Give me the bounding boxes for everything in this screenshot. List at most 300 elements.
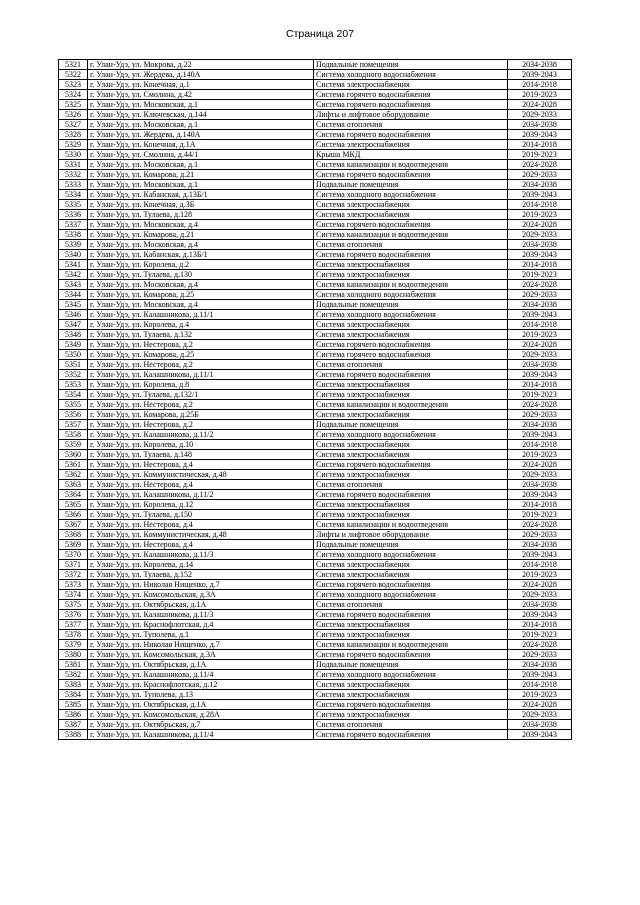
address-cell: г. Улан-Удэ, ул. Калашникова, д.11/1 <box>88 370 314 380</box>
system-cell: Система электроснабжения <box>314 270 508 280</box>
system-cell: Система холодного водоснабжения <box>314 310 508 320</box>
address-cell: г. Улан-Удэ, ул. Жердева, д.140А <box>88 130 314 140</box>
address-cell: г. Улан-Удэ, ул. Комарова, д.25 <box>88 350 314 360</box>
address-cell: г. Улан-Удэ, ул. Нестерова, д.2 <box>88 340 314 350</box>
table-row <box>59 610 572 620</box>
address-cell: г. Улан-Удэ, ул. Нестерова, д.2 <box>88 360 314 370</box>
period-cell: 2039-2043 <box>508 310 572 320</box>
period-cell: 2024-2028 <box>508 640 572 650</box>
period-cell: 2039-2043 <box>508 670 572 680</box>
period-cell: 2014-2018 <box>508 560 572 570</box>
period-cell: 2024-2028 <box>508 280 572 290</box>
system-cell: Система электроснабжения <box>314 450 508 460</box>
table-row <box>59 540 572 550</box>
row-number: 5379 <box>59 640 88 650</box>
table-row <box>59 150 572 160</box>
address-cell: г. Улан-Удэ, ул. Краснофлотская, д.12 <box>88 680 314 690</box>
period-cell: 2034-2038 <box>508 180 572 190</box>
row-number: 5362 <box>59 470 88 480</box>
row-number: 5388 <box>59 730 88 740</box>
system-cell: Система электроснабжения <box>314 390 508 400</box>
table-row <box>59 520 572 530</box>
table-row <box>59 260 572 270</box>
table-row <box>59 330 572 340</box>
period-cell: 2024-2028 <box>508 460 572 470</box>
period-cell: 2029-2033 <box>508 650 572 660</box>
row-number: 5369 <box>59 540 88 550</box>
period-cell: 2034-2038 <box>508 300 572 310</box>
row-number: 5383 <box>59 680 88 690</box>
table-row <box>59 660 572 670</box>
table-row <box>59 460 572 470</box>
row-number: 5347 <box>59 320 88 330</box>
address-cell: г. Улан-Удэ, ул. Конечная, д.3Б <box>88 200 314 210</box>
table-row <box>59 60 572 70</box>
address-cell: г. Улан-Удэ, ул. Комарова, д.21 <box>88 230 314 240</box>
period-cell: 2014-2018 <box>508 200 572 210</box>
system-cell: Система горячего водоснабжения <box>314 100 508 110</box>
system-cell: Система горячего водоснабжения <box>314 490 508 500</box>
registry-table-body <box>59 60 572 740</box>
address-cell: г. Улан-Удэ, ул. Туполева, д.13 <box>88 690 314 700</box>
system-cell: Система электроснабжения <box>314 510 508 520</box>
system-cell: Система канализации и водоотведения <box>314 280 508 290</box>
system-cell: Система электроснабжения <box>314 80 508 90</box>
period-cell: 2029-2033 <box>508 170 572 180</box>
address-cell: г. Улан-Удэ, ул. Московская, д.4 <box>88 300 314 310</box>
system-cell: Система электроснабжения <box>314 260 508 270</box>
period-cell: 2029-2033 <box>508 290 572 300</box>
address-cell: г. Улан-Удэ, ул. Мокрова, д.22 <box>88 60 314 70</box>
address-cell: г. Улан-Удэ, ул. Нестерова, д.4 <box>88 520 314 530</box>
row-number: 5341 <box>59 260 88 270</box>
period-cell: 2034-2038 <box>508 60 572 70</box>
system-cell: Система холодного водоснабжения <box>314 590 508 600</box>
row-number: 5330 <box>59 150 88 160</box>
table-row <box>59 230 572 240</box>
table-row <box>59 190 572 200</box>
address-cell: г. Улан-Удэ, ул. Нестерова, д.2 <box>88 400 314 410</box>
address-cell: г. Улан-Удэ, ул. Коммунистическая, д.48 <box>88 530 314 540</box>
system-cell: Система канализации и водоотведения <box>314 520 508 530</box>
table-row <box>59 410 572 420</box>
address-cell: г. Улан-Удэ, ул. Калашникова, д.11/4 <box>88 670 314 680</box>
row-number: 5354 <box>59 390 88 400</box>
system-cell: Система отопления <box>314 120 508 130</box>
system-cell: Система электроснабжения <box>314 690 508 700</box>
system-cell: Система холодного водоснабжения <box>314 190 508 200</box>
system-cell: Система отопления <box>314 240 508 250</box>
row-number: 5321 <box>59 60 88 70</box>
period-cell: 2014-2018 <box>508 80 572 90</box>
system-cell: Система горячего водоснабжения <box>314 90 508 100</box>
row-number: 5335 <box>59 200 88 210</box>
table-row <box>59 200 572 210</box>
period-cell: 2019-2023 <box>508 210 572 220</box>
address-cell: г. Улан-Удэ, ул. Ключевская, д.144 <box>88 110 314 120</box>
period-cell: 2029-2033 <box>508 410 572 420</box>
table-row <box>59 310 572 320</box>
table-row <box>59 160 572 170</box>
row-number: 5360 <box>59 450 88 460</box>
row-number: 5346 <box>59 310 88 320</box>
row-number: 5374 <box>59 590 88 600</box>
system-cell: Система отопления <box>314 480 508 490</box>
row-number: 5340 <box>59 250 88 260</box>
row-number: 5365 <box>59 500 88 510</box>
table-row <box>59 730 572 740</box>
period-cell: 2029-2033 <box>508 110 572 120</box>
address-cell: г. Улан-Удэ, ул. Московская, д.4 <box>88 280 314 290</box>
period-cell: 2034-2038 <box>508 600 572 610</box>
table-row <box>59 180 572 190</box>
period-cell: 2014-2018 <box>508 620 572 630</box>
period-cell: 2039-2043 <box>508 610 572 620</box>
address-cell: г. Улан-Удэ, ул. Краснофлотская, д.4 <box>88 620 314 630</box>
address-cell: г. Улан-Удэ, ул. Московская, д.1 <box>88 120 314 130</box>
row-number: 5348 <box>59 330 88 340</box>
period-cell: 2024-2028 <box>508 220 572 230</box>
period-cell: 2019-2023 <box>508 690 572 700</box>
table-row <box>59 550 572 560</box>
system-cell: Система электроснабжения <box>314 500 508 510</box>
row-number: 5356 <box>59 410 88 420</box>
row-number: 5342 <box>59 270 88 280</box>
address-cell: г. Улан-Удэ, ул. Королева, д.10 <box>88 440 314 450</box>
table-row <box>59 370 572 380</box>
address-cell: г. Улан-Удэ, ул. Тулаева, д.152 <box>88 570 314 580</box>
period-cell: 2029-2033 <box>508 590 572 600</box>
system-cell: Система горячего водоснабжения <box>314 350 508 360</box>
period-cell: 2024-2028 <box>508 340 572 350</box>
period-cell: 2019-2023 <box>508 390 572 400</box>
system-cell: Система электроснабжения <box>314 630 508 640</box>
system-cell: Система горячего водоснабжения <box>314 460 508 470</box>
period-cell: 2039-2043 <box>508 130 572 140</box>
table-row <box>59 380 572 390</box>
table-row <box>59 450 572 460</box>
row-number: 5381 <box>59 660 88 670</box>
row-number: 5329 <box>59 140 88 150</box>
row-number: 5323 <box>59 80 88 90</box>
period-cell: 2034-2038 <box>508 660 572 670</box>
system-cell: Подвальные помещения <box>314 660 508 670</box>
address-cell: г. Улан-Удэ, ул. Комсомольская, д.3А <box>88 590 314 600</box>
row-number: 5353 <box>59 380 88 390</box>
row-number: 5338 <box>59 230 88 240</box>
table-row <box>59 700 572 710</box>
system-cell: Система электроснабжения <box>314 200 508 210</box>
table-row <box>59 720 572 730</box>
system-cell: Подвальные помещения <box>314 420 508 430</box>
address-cell: г. Улан-Удэ, ул. Конечная, д.1 <box>88 80 314 90</box>
table-row <box>59 430 572 440</box>
address-cell: г. Улан-Удэ, ул. Туполева, д.1 <box>88 630 314 640</box>
period-cell: 2014-2018 <box>508 320 572 330</box>
row-number: 5339 <box>59 240 88 250</box>
period-cell: 2029-2033 <box>508 230 572 240</box>
table-row <box>59 130 572 140</box>
system-cell: Система электроснабжения <box>314 560 508 570</box>
table-row <box>59 670 572 680</box>
system-cell: Система горячего водоснабжения <box>314 650 508 660</box>
period-cell: 2019-2023 <box>508 150 572 160</box>
row-number: 5336 <box>59 210 88 220</box>
row-number: 5327 <box>59 120 88 130</box>
system-cell: Система электроснабжения <box>314 710 508 720</box>
row-number: 5343 <box>59 280 88 290</box>
system-cell: Система электроснабжения <box>314 620 508 630</box>
address-cell: г. Улан-Удэ, ул. Тулаева, д.130 <box>88 270 314 280</box>
table-row <box>59 360 572 370</box>
row-number: 5380 <box>59 650 88 660</box>
period-cell: 2034-2038 <box>508 720 572 730</box>
period-cell: 2029-2033 <box>508 350 572 360</box>
address-cell: г. Улан-Удэ, ул. Октябрьская, д.7 <box>88 720 314 730</box>
address-cell: г. Улан-Удэ, ул. Кабанская, д.13Б/1 <box>88 250 314 260</box>
address-cell: г. Улан-Удэ, ул. Московская, д.4 <box>88 220 314 230</box>
row-number: 5376 <box>59 610 88 620</box>
row-number: 5373 <box>59 580 88 590</box>
address-cell: г. Улан-Удэ, ул. Королева, д.4 <box>88 320 314 330</box>
period-cell: 2019-2023 <box>508 450 572 460</box>
row-number: 5344 <box>59 290 88 300</box>
address-cell: г. Улан-Удэ, ул. Калашникова, д.11/3 <box>88 550 314 560</box>
row-number: 5328 <box>59 130 88 140</box>
table-row <box>59 320 572 330</box>
row-number: 5325 <box>59 100 88 110</box>
system-cell: Система горячего водоснабжения <box>314 610 508 620</box>
row-number: 5363 <box>59 480 88 490</box>
system-cell: Подвальные помещения <box>314 300 508 310</box>
table-row <box>59 480 572 490</box>
address-cell: г. Улан-Удэ, ул. Николая Нищенко, д.7 <box>88 640 314 650</box>
system-cell: Система канализации и водоотведения <box>314 230 508 240</box>
row-number: 5322 <box>59 70 88 80</box>
row-number: 5350 <box>59 350 88 360</box>
system-cell: Система горячего водоснабжения <box>314 250 508 260</box>
period-cell: 2039-2043 <box>508 490 572 500</box>
address-cell: г. Улан-Удэ, ул. Московская, д.1 <box>88 180 314 190</box>
table-row <box>59 570 572 580</box>
period-cell: 2019-2023 <box>508 570 572 580</box>
table-row <box>59 530 572 540</box>
table-row <box>59 140 572 150</box>
address-cell: г. Улан-Удэ, ул. Тулаева, д.132/1 <box>88 390 314 400</box>
period-cell: 2024-2028 <box>508 700 572 710</box>
system-cell: Система горячего водоснабжения <box>314 700 508 710</box>
row-number: 5355 <box>59 400 88 410</box>
system-cell: Подвальные помещения <box>314 180 508 190</box>
table-row <box>59 680 572 690</box>
system-cell: Лифты и лифтовое оборудование <box>314 110 508 120</box>
period-cell: 2024-2028 <box>508 520 572 530</box>
address-cell: г. Улан-Удэ, ул. Королева, д.14 <box>88 560 314 570</box>
period-cell: 2024-2028 <box>508 160 572 170</box>
row-number: 5324 <box>59 90 88 100</box>
system-cell: Система холодного водоснабжения <box>314 670 508 680</box>
period-cell: 2039-2043 <box>508 430 572 440</box>
row-number: 5377 <box>59 620 88 630</box>
table-row <box>59 510 572 520</box>
address-cell: г. Улан-Удэ, ул. Конечная, д.1А <box>88 140 314 150</box>
row-number: 5326 <box>59 110 88 120</box>
period-cell: 2039-2043 <box>508 550 572 560</box>
period-cell: 2034-2038 <box>508 240 572 250</box>
row-number: 5386 <box>59 710 88 720</box>
address-cell: г. Улан-Удэ, ул. Нестерова, д.2 <box>88 420 314 430</box>
table-row <box>59 580 572 590</box>
table-row <box>59 290 572 300</box>
row-number: 5345 <box>59 300 88 310</box>
address-cell: г. Улан-Удэ, ул. Тулаева, д.128 <box>88 210 314 220</box>
system-cell: Система холодного водоснабжения <box>314 290 508 300</box>
table-row <box>59 210 572 220</box>
system-cell: Система отопления <box>314 600 508 610</box>
period-cell: 2029-2033 <box>508 710 572 720</box>
period-cell: 2019-2023 <box>508 270 572 280</box>
table-row <box>59 420 572 430</box>
period-cell: 2014-2018 <box>508 680 572 690</box>
table-row <box>59 270 572 280</box>
row-number: 5387 <box>59 720 88 730</box>
system-cell: Система горячего водоснабжения <box>314 580 508 590</box>
table-row <box>59 600 572 610</box>
address-cell: г. Улан-Удэ, ул. Комсомольская, д.3А <box>88 650 314 660</box>
system-cell: Система электроснабжения <box>314 410 508 420</box>
table-row <box>59 220 572 230</box>
row-number: 5331 <box>59 160 88 170</box>
row-number: 5378 <box>59 630 88 640</box>
address-cell: г. Улан-Удэ, ул. Комарова, д.21 <box>88 170 314 180</box>
period-cell: 2019-2023 <box>508 630 572 640</box>
row-number: 5358 <box>59 430 88 440</box>
period-cell: 2014-2018 <box>508 500 572 510</box>
table-row <box>59 400 572 410</box>
system-cell: Система отопления <box>314 720 508 730</box>
address-cell: г. Улан-Удэ, ул. Октябрьская, д.1А <box>88 700 314 710</box>
system-cell: Система канализации и водоотведения <box>314 400 508 410</box>
row-number: 5361 <box>59 460 88 470</box>
row-number: 5337 <box>59 220 88 230</box>
system-cell: Система холодного водоснабжения <box>314 430 508 440</box>
row-number: 5370 <box>59 550 88 560</box>
period-cell: 2034-2038 <box>508 120 572 130</box>
table-row <box>59 560 572 570</box>
address-cell: г. Улан-Удэ, ул. Нестерова, д.4 <box>88 540 314 550</box>
period-cell: 2019-2023 <box>508 90 572 100</box>
system-cell: Лифты и лифтовое оборудование <box>314 530 508 540</box>
period-cell: 2034-2038 <box>508 420 572 430</box>
row-number: 5364 <box>59 490 88 500</box>
table-row <box>59 120 572 130</box>
period-cell: 2024-2028 <box>508 580 572 590</box>
row-number: 5368 <box>59 530 88 540</box>
row-number: 5349 <box>59 340 88 350</box>
address-cell: г. Улан-Удэ, ул. Комсомольская, д.28А <box>88 710 314 720</box>
table-row <box>59 470 572 480</box>
row-number: 5384 <box>59 690 88 700</box>
row-number: 5334 <box>59 190 88 200</box>
address-cell: г. Улан-Удэ, ул. Комарова, д.25Б <box>88 410 314 420</box>
address-cell: г. Улан-Удэ, ул. Королева, д.12 <box>88 500 314 510</box>
system-cell: Система электроснабжения <box>314 680 508 690</box>
period-cell: 2034-2038 <box>508 540 572 550</box>
address-cell: г. Улан-Удэ, ул. Смолина, д.44/1 <box>88 150 314 160</box>
address-cell: г. Улан-Удэ, ул. Московская, д.1 <box>88 160 314 170</box>
period-cell: 2019-2023 <box>508 330 572 340</box>
address-cell: г. Улан-Удэ, ул. Николая Нищенко, д.7 <box>88 580 314 590</box>
system-cell: Система горячего водоснабжения <box>314 370 508 380</box>
period-cell: 2039-2043 <box>508 370 572 380</box>
row-number: 5375 <box>59 600 88 610</box>
table-row <box>59 650 572 660</box>
address-cell: г. Улан-Удэ, ул. Королева, д.8 <box>88 380 314 390</box>
system-cell: Система горячего водоснабжения <box>314 130 508 140</box>
table-row <box>59 70 572 80</box>
row-number: 5366 <box>59 510 88 520</box>
table-row <box>59 240 572 250</box>
address-cell: г. Улан-Удэ, ул. Королева, д.2 <box>88 260 314 270</box>
address-cell: г. Улан-Удэ, ул. Жердева, д.140А <box>88 70 314 80</box>
period-cell: 2039-2043 <box>508 730 572 740</box>
address-cell: г. Улан-Удэ, ул. Тулаева, д.148 <box>88 450 314 460</box>
row-number: 5382 <box>59 670 88 680</box>
table-row <box>59 440 572 450</box>
table-row <box>59 620 572 630</box>
page-title: Страница 207 <box>285 28 355 40</box>
address-cell: г. Улан-Удэ, ул. Нестерова, д.4 <box>88 460 314 470</box>
system-cell: Система горячего водоснабжения <box>314 730 508 740</box>
address-cell: г. Улан-Удэ, ул. Коммунистическая, д.48 <box>88 470 314 480</box>
system-cell: Система холодного водоснабжения <box>314 70 508 80</box>
address-cell: г. Улан-Удэ, ул. Кабанская, д.13Б/1 <box>88 190 314 200</box>
row-number: 5352 <box>59 370 88 380</box>
row-number: 5371 <box>59 560 88 570</box>
period-cell: 2029-2033 <box>508 470 572 480</box>
period-cell: 2014-2018 <box>508 380 572 390</box>
address-cell: г. Улан-Удэ, ул. Калашникова, д.11/4 <box>88 730 314 740</box>
period-cell: 2024-2028 <box>508 100 572 110</box>
address-cell: г. Улан-Удэ, ул. Смолина, д.42 <box>88 90 314 100</box>
system-cell: Система электроснабжения <box>314 380 508 390</box>
system-cell: Крыша МКД <box>314 150 508 160</box>
row-number: 5357 <box>59 420 88 430</box>
table-row <box>59 110 572 120</box>
table-row <box>59 80 572 90</box>
table-row <box>59 590 572 600</box>
table-row <box>59 500 572 510</box>
address-cell: г. Улан-Удэ, ул. Московская, д.4 <box>88 240 314 250</box>
table-row <box>59 630 572 640</box>
row-number: 5332 <box>59 170 88 180</box>
address-cell: г. Улан-Удэ, ул. Калашникова, д.11/2 <box>88 490 314 500</box>
period-cell: 2014-2018 <box>508 260 572 270</box>
table-row <box>59 170 572 180</box>
system-cell: Система канализации и водоотведения <box>314 160 508 170</box>
period-cell: 2034-2038 <box>508 360 572 370</box>
system-cell: Система электроснабжения <box>314 470 508 480</box>
table-row <box>59 390 572 400</box>
system-cell: Система электроснабжения <box>314 320 508 330</box>
row-number: 5372 <box>59 570 88 580</box>
table-row <box>59 340 572 350</box>
row-number: 5351 <box>59 360 88 370</box>
table-row <box>59 250 572 260</box>
address-cell: г. Улан-Удэ, ул. Калашникова, д.11/1 <box>88 310 314 320</box>
system-cell: Система электроснабжения <box>314 140 508 150</box>
period-cell: 2039-2043 <box>508 70 572 80</box>
